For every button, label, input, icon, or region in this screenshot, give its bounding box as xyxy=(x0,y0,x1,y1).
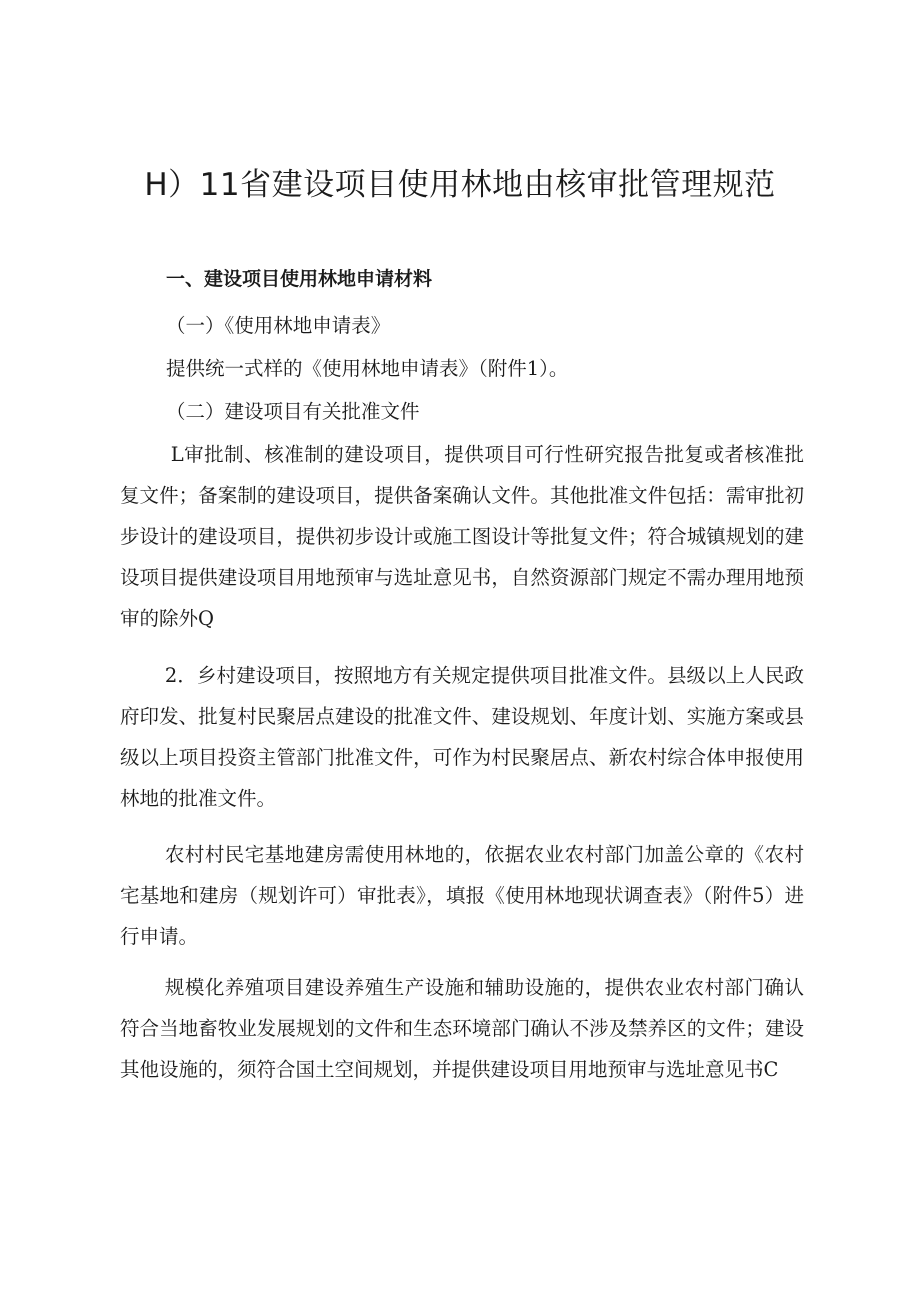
paragraph-homestead: 农村村民宅基地建房需使用林地的，依据农业农村部门加盖公章的《农村宅基地和建房（规划许可）审批表》，填报《使用林地现状调查表》（附件5）进行申请。 xyxy=(120,843,804,948)
document-title: H）11省建设项目使用林地由核审批管理规范 xyxy=(144,167,776,203)
section-heading: 一、建设项目使用林地申请材料 xyxy=(166,268,433,290)
paragraph-approval-documents: L审批制、核准制的建设项目，提供项目可行性研究报告批复或者核准批复文件；备案制的建设项目，提供备案确认文件。其他批准文件包括：需审批初步设计的建设项目，提供初步设计或施工图设计等批复文件；符合城镇规划的建设项目提供建设项目用地预审与选址意见书，自然资源部门规定不需办理用地预审的除外Q xyxy=(120,443,804,630)
subsection-text-1: 提供统一式样的《使用林地申请表》（附件1）。 xyxy=(166,357,569,380)
paragraph-livestock: 规模化养殖项目建设养殖生产设施和辅助设施的，提供农业农村部门确认符合当地畜牧业发展规划的文件和生态环境部门确认不涉及禁养区的文件；建设其他设施的，须符合国土空间规划，并提供建设项目用地预审与选址意见书C xyxy=(120,976,804,1081)
subsection-heading-1: （一）《使用林地申请表》 xyxy=(166,314,391,337)
subsection-heading-2: （二）建设项目有关批准文件 xyxy=(166,400,420,423)
paragraph-rural-construction: 2．乡村建设项目，按照地方有关规定提供项目批准文件。县级以上人民政府印发、批复村民聚居点建设的批准文件、建设规划、年度计划、实施方案或县级以上项目投资主管部门批准文件，可作为村民聚居点、新农村综合体申报使用林地的批准文件。 xyxy=(120,664,804,810)
